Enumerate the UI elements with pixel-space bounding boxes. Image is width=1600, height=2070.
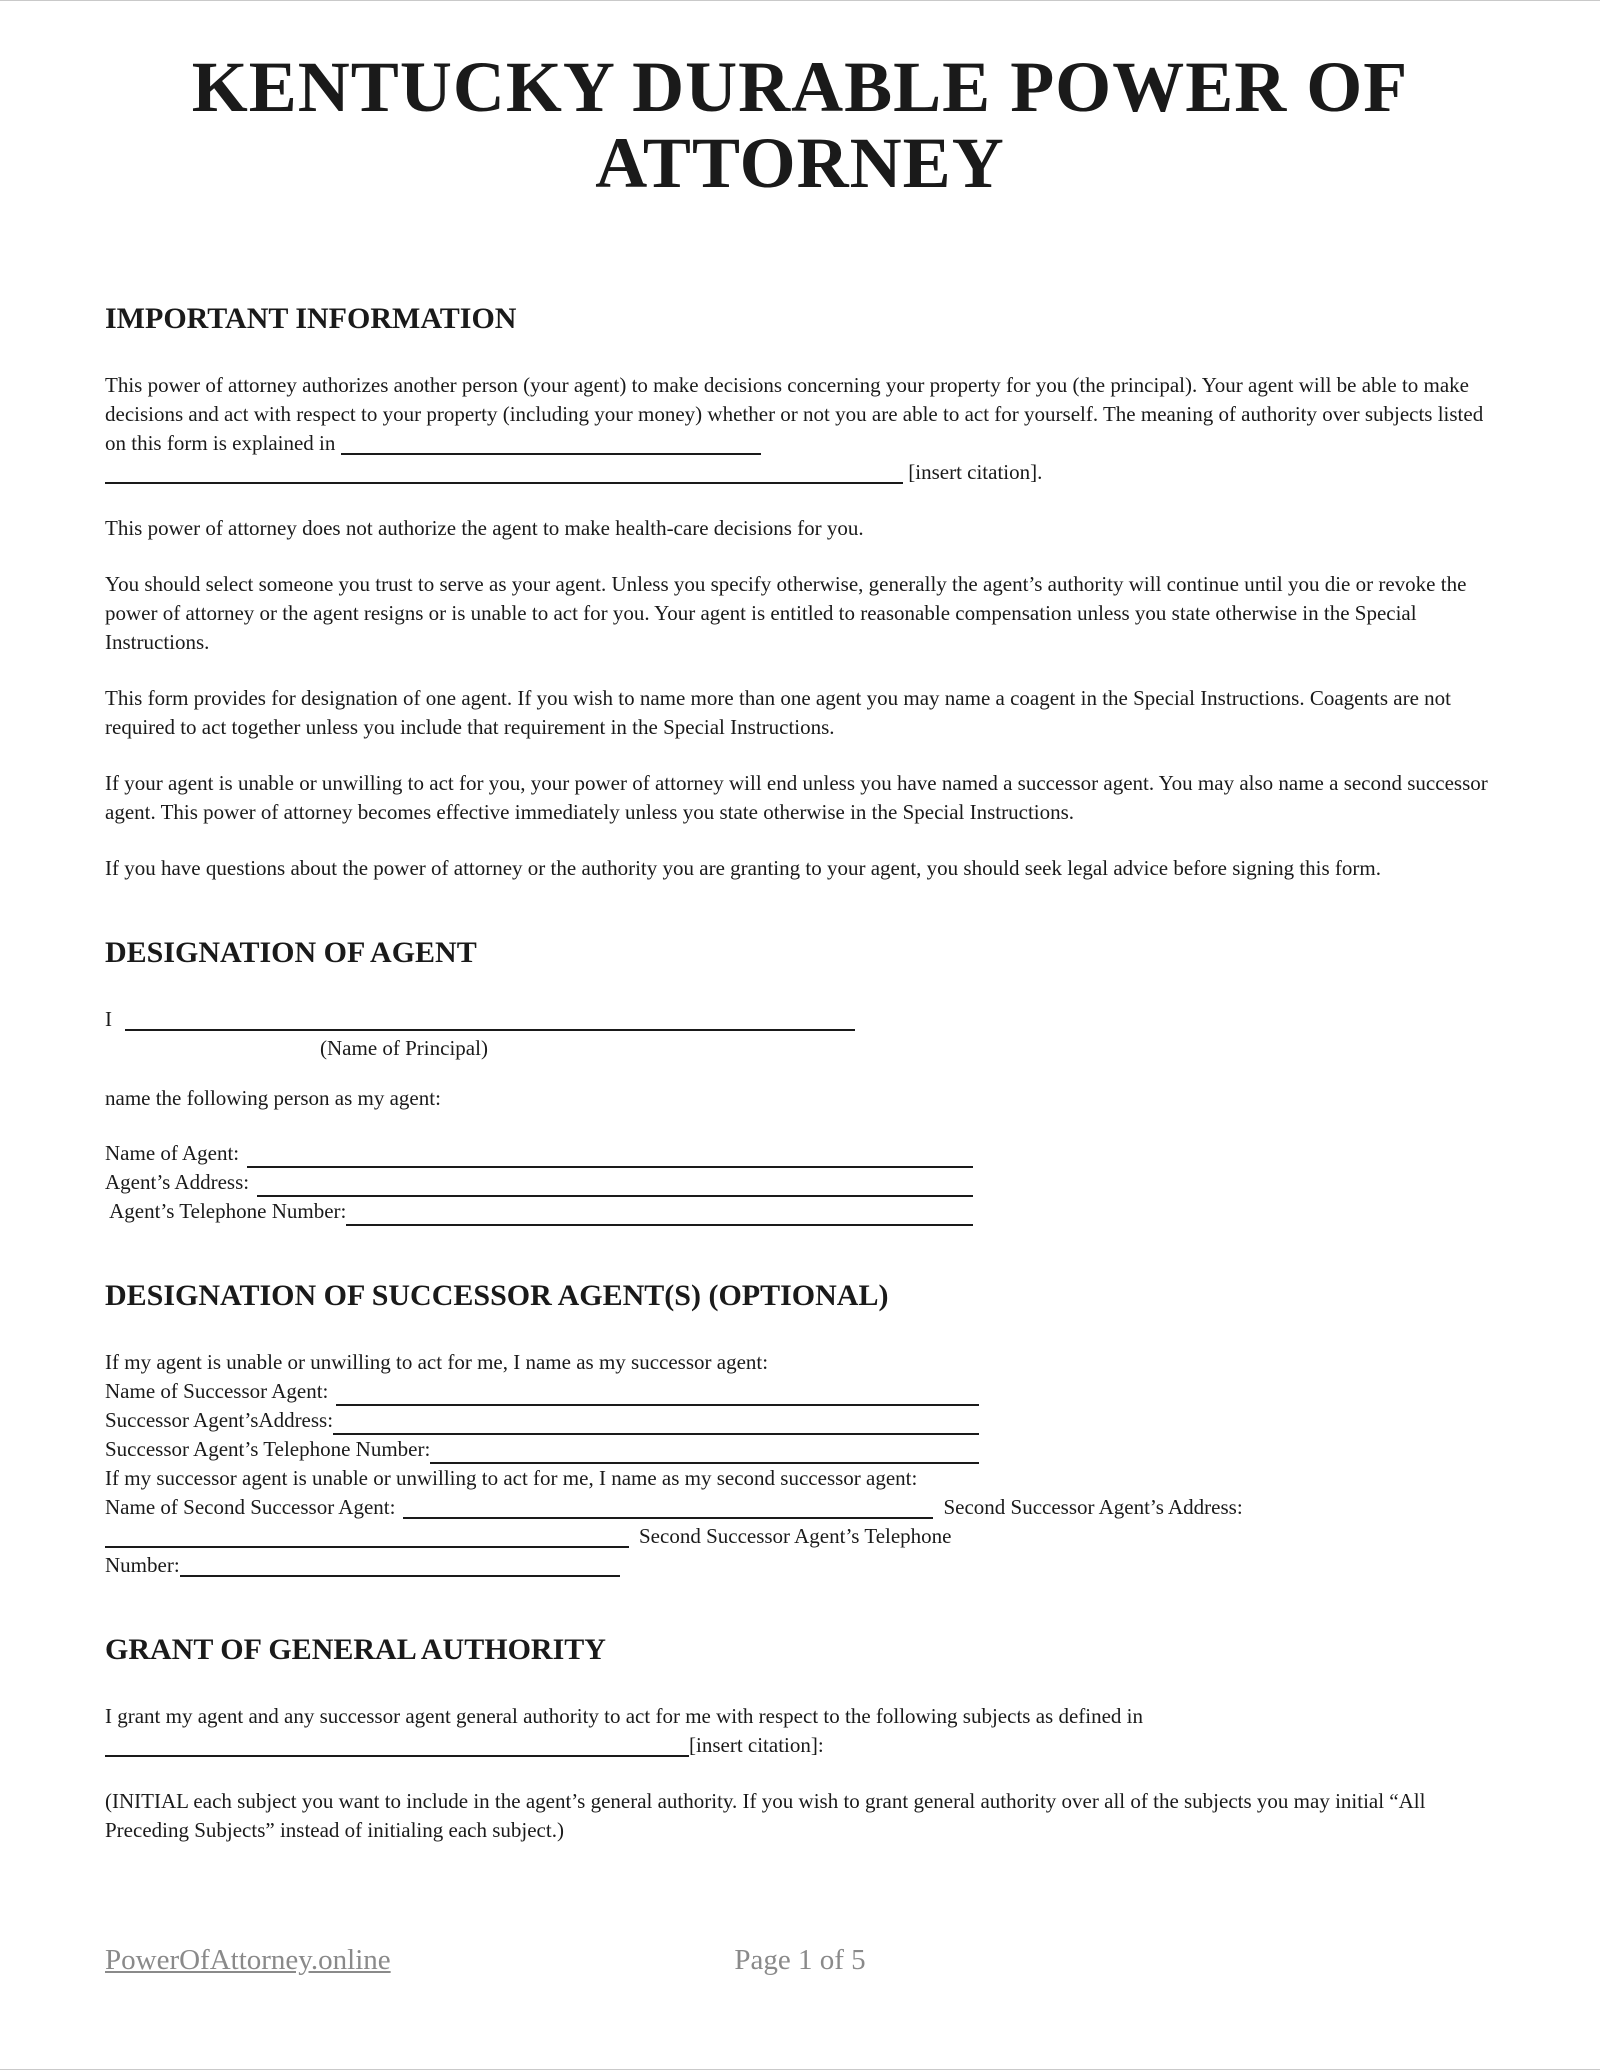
second-successor-intro: If my successor agent is unable or unwilling to act for me, I name as my second successor agent: [105, 1466, 918, 1490]
agent-phone-field [105, 1197, 973, 1226]
second-successor-phone-line [105, 1551, 1495, 1580]
section-heading-grant-of-general-authority: GRANT OF GENERAL AUTHORITY [105, 1633, 606, 1666]
document-title-line2: ATTORNEY [595, 123, 1005, 203]
second-successor-address-line [105, 1522, 1495, 1551]
paragraph-questions: If you have questions about the power of attorney or the authority you are granting to your agent, you should seek legal advice before signing this form. [105, 856, 1381, 880]
footer-site-link[interactable]: PowerOfAttorney.online [105, 1944, 391, 1976]
agent-intro: name the following person as my agent: [105, 1086, 441, 1110]
document-title [105, 49, 1495, 201]
successor-phone-label: Successor Agent’s Telephone Number: [105, 1437, 431, 1461]
page-footer [105, 1944, 1495, 1977]
paragraph-coagent: This form provides for designation of one agent. If you wish to name more than one agent you may name a coagent in the Special Instructions. Coagents are not required to act together unless you include that requirement in the Special Instructions. [105, 686, 1451, 739]
second-successor-address-label: Second Successor Agent’s Address: [943, 1495, 1243, 1519]
successor-address-blank [333, 1409, 979, 1435]
paragraph-grant-text: I grant my agent and any successor agent general authority to act for me with respect to the following subjects as defined in [105, 1704, 1144, 1728]
section-heading-designation-of-agent: DESIGNATION OF AGENT [105, 936, 477, 969]
agent-address-blank [257, 1171, 973, 1197]
insert-citation-text: [insert citation]. [908, 460, 1043, 484]
paragraph-successor: If your agent is unable or unwilling to act for you, your power of attorney will end unless you have named a successor agent. You may also name a second successor agent. This power of attorney becomes effective immediately unless you state otherwise in the Special Instructions. [105, 771, 1488, 824]
successor-intro: If my agent is unable or unwilling to act for me, I name as my successor agent: [105, 1350, 769, 1374]
section-heading-important-information: IMPORTANT INFORMATION [105, 302, 517, 335]
successor-name-field [105, 1377, 979, 1406]
page-indicator: Page 1 of 5 [734, 1944, 866, 1976]
citation-blank-line-1 [341, 434, 761, 455]
grant-insert-citation-text: [insert citation]: [689, 1733, 824, 1757]
successor-phone-blank [430, 1438, 979, 1464]
agent-name-label: Name of Agent: [105, 1141, 240, 1165]
document-title-line1: KENTUCKY DURABLE POWER OF [191, 47, 1409, 127]
agent-address-field [105, 1168, 973, 1197]
section-heading-designation-of-successor: DESIGNATION OF SUCCESSOR AGENT(S) (OPTIONAL) [105, 1279, 889, 1312]
second-successor-phone-blank [180, 1556, 620, 1577]
agent-phone-blank [346, 1200, 973, 1226]
second-successor-name-label: Name of Second Successor Agent: [105, 1495, 396, 1519]
footer-left [105, 1944, 568, 1977]
paragraph-grant [105, 1702, 1495, 1760]
agent-name-blank [247, 1142, 973, 1168]
paragraph-initial-instructions: (INITIAL each subject you want to include in the agent’s general authority. If you wish to grant general authority over all of the subjects you may initial “All Preceding Subjects” instead of initialing each subject.) [105, 1789, 1426, 1842]
paragraph-authorization-text: This power of attorney authorizes another person (your agent) to make decisions concerning your property for you (the principal). Your agent will be able to make decisions and act with respect to your property (including your money) whether or not you are able to act for yourself. The meaning of authority over subjects listed on this form is explained in [105, 373, 1484, 455]
agent-phone-label: Agent’s Telephone Number: [105, 1199, 347, 1223]
paragraph-authorization [105, 371, 1495, 487]
successor-address-label: Successor Agent’sAddress: [105, 1408, 334, 1432]
successor-name-label: Name of Successor Agent: [105, 1379, 329, 1403]
paragraph-select-agent: You should select someone you trust to serve as your agent. Unless you specify otherwise, generally the agent’s authority will continue until you die or revoke the power of attorney or the agent resigns or is unable to act for you. Your agent is entitled to reasonable compensation unless you state otherwise in the Special Instructions. [105, 572, 1467, 654]
successor-phone-field [105, 1435, 979, 1464]
principal-prefix: I [105, 1007, 112, 1031]
grant-citation-blank [105, 1736, 689, 1757]
paragraph-healthcare: This power of attorney does not authorize the agent to make health-care decisions for you. [105, 516, 864, 540]
principal-caption: (Name of Principal) [320, 1036, 488, 1060]
second-successor-name-line [105, 1493, 1495, 1522]
successor-name-blank [336, 1380, 979, 1406]
second-successor-name-blank [403, 1498, 933, 1519]
agent-address-label: Agent’s Address: [105, 1170, 250, 1194]
principal-name-line [105, 1005, 1495, 1034]
principal-name-blank [125, 1010, 855, 1031]
second-successor-phone-label-2: Number: [105, 1553, 180, 1577]
citation-blank-line-2 [105, 463, 903, 484]
second-successor-phone-label-1: Second Successor Agent’s Telephone [639, 1524, 952, 1548]
successor-address-field [105, 1406, 979, 1435]
agent-name-field [105, 1139, 973, 1168]
second-successor-address-blank [105, 1527, 629, 1548]
